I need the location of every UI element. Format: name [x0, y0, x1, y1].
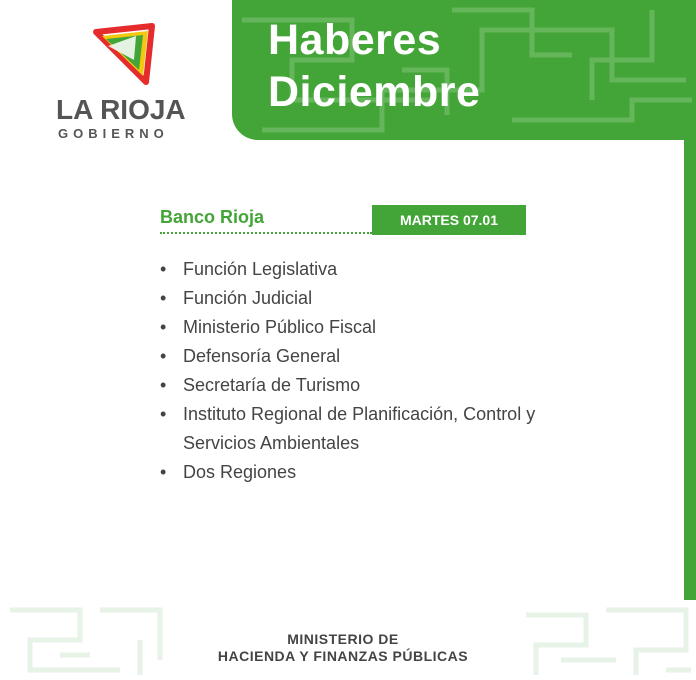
brand-name: LA RIOJA	[56, 94, 186, 125]
footer-maze-pattern-left	[0, 600, 172, 680]
bank-name: Banco Rioja	[160, 207, 265, 227]
title-line-2: Diciembre	[268, 68, 481, 116]
header-banner	[232, 0, 696, 140]
title-line-1: Haberes	[268, 16, 442, 64]
ministry-line-2: HACIENDA Y FINANZAS PÚBLICAS	[217, 648, 469, 664]
list-item: • Función Legislativa	[160, 255, 580, 284]
dotted-divider	[160, 232, 372, 234]
la-rioja-logo	[56, 18, 206, 143]
entity-list	[160, 255, 580, 487]
list-item: • Secretaría de Turismo	[160, 371, 580, 400]
list-item: • Ministerio Público Fiscal	[160, 313, 580, 342]
payment-header	[160, 205, 526, 237]
la-rioja-logo-icon	[88, 22, 160, 92]
brand-subtitle: GOBIERNO	[58, 126, 169, 141]
ministry-line-1: MINISTERIO DE	[287, 631, 399, 647]
date-badge: MARTES 07.01	[372, 205, 526, 235]
page-title	[268, 14, 480, 118]
list-item: • Función Judicial	[160, 284, 580, 313]
footer-maze-pattern-right	[516, 600, 696, 680]
list-item: • Dos Regiones	[160, 458, 580, 487]
list-item: • Defensoría General	[160, 342, 580, 371]
list-item: • Instituto Regional de Planificación, Control y Servicios Ambientales	[160, 400, 580, 458]
ministry-signature	[190, 631, 496, 665]
